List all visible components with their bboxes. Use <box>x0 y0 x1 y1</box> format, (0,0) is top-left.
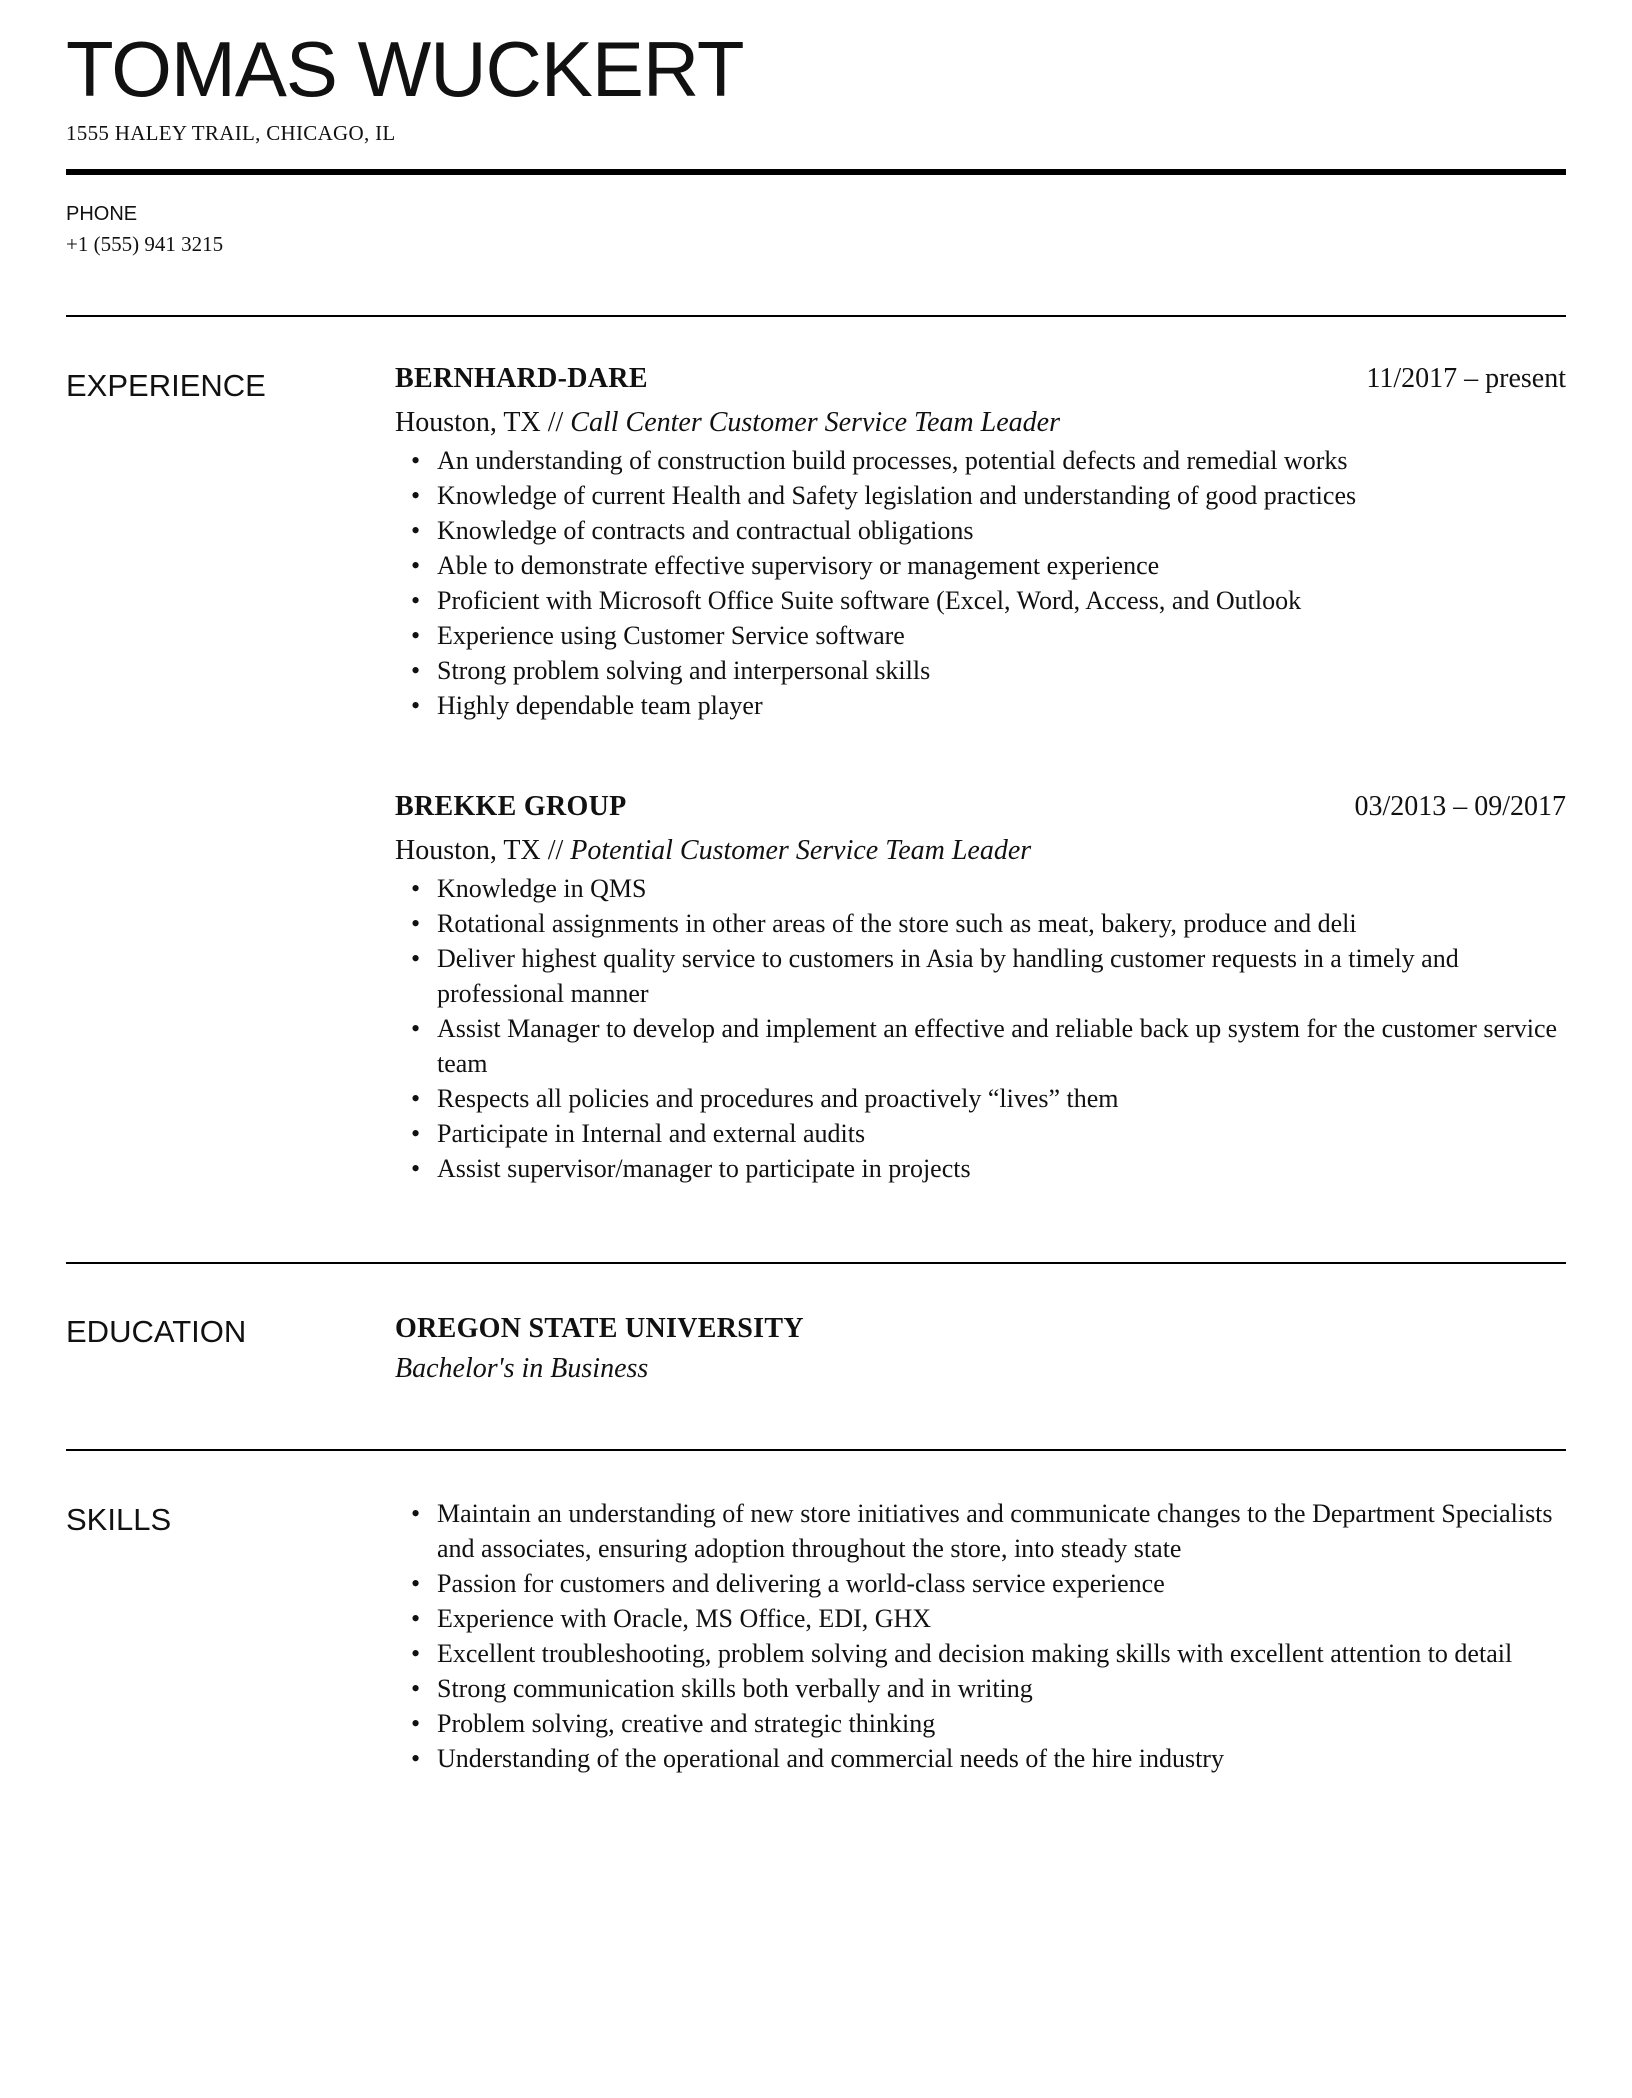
list-item: • Respects all policies and procedures and proactively “lives” them <box>395 1081 1566 1116</box>
job-bullets <box>395 443 1566 723</box>
list-item: • Problem solving, creative and strategic thinking <box>395 1706 1566 1741</box>
list-item: • Assist supervisor/manager to participate in projects <box>395 1151 1566 1186</box>
candidate-address: 1555 HALEY TRAIL, CHICAGO, IL <box>66 121 396 145</box>
skills-heading: SKILLS <box>66 1502 172 1537</box>
experience-heading: EXPERIENCE <box>66 368 266 403</box>
list-item: • Knowledge of current Health and Safety legislation and understanding of good practices <box>395 478 1566 513</box>
list-item: • Highly dependable team player <box>395 688 1566 723</box>
list-item: • Deliver highest quality service to customers in Asia by handling customer requests in a timely and professional manner <box>395 941 1566 1011</box>
education-heading: EDUCATION <box>66 1314 247 1349</box>
job-dates: 11/2017 – present <box>1366 363 1566 394</box>
list-item: • Experience using Customer Service software <box>395 618 1566 653</box>
education-entry <box>395 1309 1566 1389</box>
skills-list <box>395 1496 1566 1776</box>
list-item: • Experience with Oracle, MS Office, EDI, GHX <box>395 1601 1566 1636</box>
job-bullets <box>395 871 1566 1186</box>
skills-entry <box>395 1496 1566 1776</box>
job-title: Call Center Customer Service Team Leader <box>570 407 1060 438</box>
list-item: • Maintain an understanding of new store initiatives and communicate changes to the Department Specialists and associates, ensuring adoption throughout the store, into steady state <box>395 1496 1566 1566</box>
list-item: • Passion for customers and delivering a world-class service experience <box>395 1566 1566 1601</box>
list-item: • An understanding of construction build processes, potential defects and remedial works <box>395 443 1566 478</box>
job-title: Potential Customer Service Team Leader <box>570 835 1032 866</box>
list-item: • Understanding of the operational and commercial needs of the hire industry <box>395 1741 1566 1776</box>
section-divider <box>66 315 1566 317</box>
list-item: • Participate in Internal and external audits <box>395 1116 1566 1151</box>
job-location: Houston, TX <box>395 835 541 866</box>
list-item: • Knowledge in QMS <box>395 871 1566 906</box>
list-item: • Knowledge of contracts and contractual obligations <box>395 513 1566 548</box>
section-divider <box>66 1262 1566 1264</box>
section-divider <box>66 1449 1566 1451</box>
list-item: • Able to demonstrate effective supervisory or management experience <box>395 548 1566 583</box>
job-dates: 03/2013 – 09/2017 <box>1354 791 1566 822</box>
job-header <box>395 791 1566 831</box>
job-location-role <box>395 403 1566 443</box>
list-item: • Strong problem solving and interpersonal skills <box>395 653 1566 688</box>
job-company: BERNHARD-DARE <box>395 363 648 394</box>
list-item: • Strong communication skills both verbally and in writing <box>395 1671 1566 1706</box>
job-location: Houston, TX <box>395 407 541 438</box>
job-entry <box>395 363 1566 723</box>
job-separator: // <box>540 407 571 438</box>
phone-label: PHONE <box>66 203 138 225</box>
job-entry <box>395 791 1566 1186</box>
list-item: • Rotational assignments in other areas of the store such as meat, bakery, produce and deli <box>395 906 1566 941</box>
education-school: OREGON STATE UNIVERSITY <box>395 1313 804 1344</box>
job-location-role <box>395 831 1566 871</box>
header-divider <box>66 169 1566 175</box>
list-item: • Proficient with Microsoft Office Suite software (Excel, Word, Access, and Outlook <box>395 583 1566 618</box>
job-company: BREKKE GROUP <box>395 791 627 822</box>
list-item: • Assist Manager to develop and implement an effective and reliable back up system for the customer service team <box>395 1011 1566 1081</box>
education-degree: Bachelor's in Business <box>395 1353 649 1384</box>
job-separator: // <box>540 835 571 866</box>
list-item: • Excellent troubleshooting, problem solving and decision making skills with excellent attention to detail <box>395 1636 1566 1671</box>
phone-value: +1 (555) 941 3215 <box>66 232 224 256</box>
job-header <box>395 363 1566 403</box>
candidate-name: TOMAS WUCKERT <box>66 25 744 113</box>
